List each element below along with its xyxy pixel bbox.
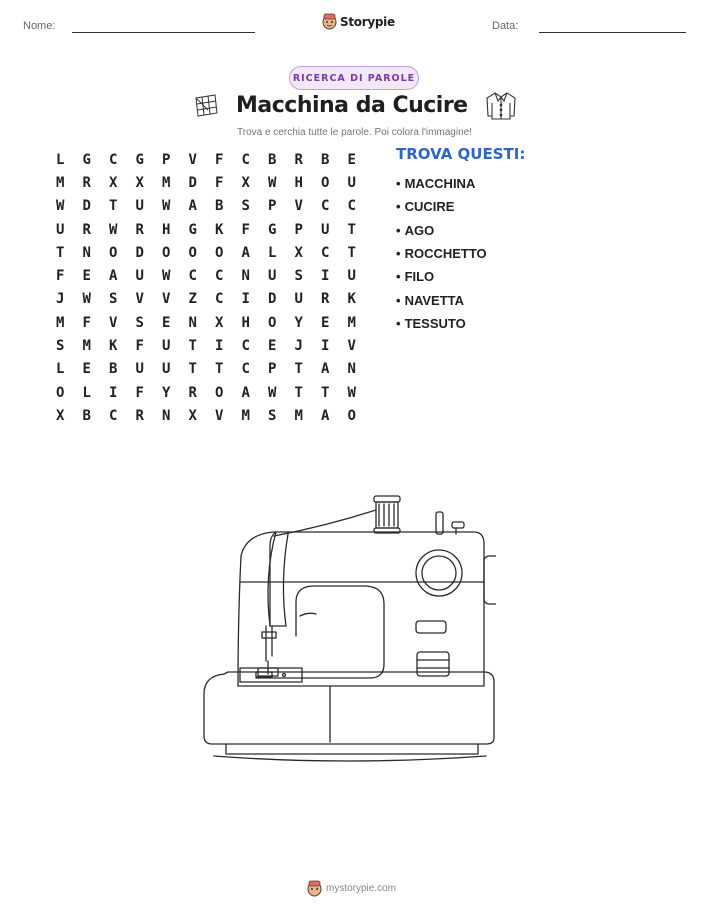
grid-row	[47, 334, 365, 357]
grid-letter[interactable]: B	[109, 361, 118, 378]
grid-letter[interactable]: I	[241, 291, 250, 308]
grid-letter[interactable]: B	[82, 407, 91, 424]
grid-letter[interactable]: V	[294, 198, 303, 215]
word-list-item	[396, 242, 487, 265]
grid-letter[interactable]: X	[241, 174, 250, 191]
mascot-icon	[307, 880, 322, 897]
grid-letter[interactable]: S	[294, 268, 303, 285]
grid-letter[interactable]: V	[188, 151, 197, 168]
grid-letter[interactable]: U	[294, 291, 303, 308]
grid-letter[interactable]: C	[241, 151, 250, 168]
grid-letter[interactable]: M	[241, 407, 250, 424]
grid-row	[47, 311, 365, 334]
grid-letter[interactable]: O	[188, 244, 197, 261]
date-label: Data:	[492, 20, 519, 32]
grid-row	[47, 404, 365, 427]
grid-row	[47, 381, 365, 404]
grid-letter[interactable]: S	[241, 198, 250, 215]
grid-letter[interactable]: R	[294, 151, 303, 168]
grid-letter[interactable]: C	[347, 198, 356, 215]
grid-letter[interactable]: Y	[294, 314, 303, 331]
grid-letter[interactable]: S	[135, 314, 144, 331]
word-list-item	[396, 265, 487, 288]
word-list-item	[396, 288, 487, 311]
grid-letter[interactable]: W	[82, 291, 91, 308]
bullet: •	[396, 292, 401, 308]
grid-letter[interactable]: O	[321, 174, 330, 191]
grid-letter[interactable]: O	[56, 384, 65, 401]
grid-letter[interactable]: G	[135, 151, 144, 168]
grid-letter[interactable]: V	[162, 291, 171, 308]
word-text: TESSUTO	[404, 315, 466, 331]
grid-letter[interactable]: I	[321, 268, 330, 285]
grid-letter[interactable]: S	[56, 338, 65, 355]
grid-letter[interactable]: U	[56, 221, 65, 238]
grid-letter[interactable]: N	[241, 268, 250, 285]
grid-letter[interactable]: I	[215, 338, 224, 355]
grid-letter[interactable]: E	[321, 314, 330, 331]
grid-letter[interactable]: M	[56, 174, 65, 191]
grid-letter[interactable]: C	[215, 291, 224, 308]
grid-letter[interactable]: G	[268, 221, 277, 238]
bullet: •	[396, 222, 401, 238]
grid-letter[interactable]: M	[294, 407, 303, 424]
grid-letter[interactable]: N	[162, 407, 171, 424]
grid-letter[interactable]: J	[56, 291, 65, 308]
grid-letter[interactable]: C	[188, 268, 197, 285]
grid-letter[interactable]: F	[56, 268, 65, 285]
word-text: MACCHINA	[404, 176, 476, 192]
grid-letter[interactable]: U	[135, 268, 144, 285]
grid-letter[interactable]: J	[294, 338, 303, 355]
grid-letter[interactable]: V	[215, 407, 224, 424]
grid-letter[interactable]: R	[188, 384, 197, 401]
grid-letter[interactable]: P	[268, 198, 277, 215]
word-list-item	[396, 312, 487, 335]
grid-letter[interactable]: X	[135, 174, 144, 191]
grid-letter[interactable]: F	[215, 174, 224, 191]
word-list	[396, 172, 487, 335]
grid-letter[interactable]: R	[321, 291, 330, 308]
footer	[307, 880, 396, 897]
grid-letter[interactable]: V	[135, 291, 144, 308]
grid-letter[interactable]: F	[82, 314, 91, 331]
instructions: Trova e cerchia tutte le parole. Poi colora l'immagine!	[237, 127, 472, 138]
grid-letter[interactable]: B	[321, 151, 330, 168]
grid-letter[interactable]: A	[321, 407, 330, 424]
grid-letter[interactable]: E	[82, 361, 91, 378]
grid-row	[47, 288, 365, 311]
grid-letter[interactable]: E	[162, 314, 171, 331]
grid-letter[interactable]: A	[241, 384, 250, 401]
grid-letter[interactable]: W	[109, 221, 118, 238]
word-text: ROCCHETTO	[404, 246, 487, 262]
grid-letter[interactable]: O	[215, 384, 224, 401]
grid-letter[interactable]: R	[82, 221, 91, 238]
grid-row	[47, 195, 365, 218]
grid-letter[interactable]: L	[82, 384, 91, 401]
grid-letter[interactable]: A	[109, 268, 118, 285]
bullet: •	[396, 269, 401, 285]
grid-letter[interactable]: D	[188, 174, 197, 191]
grid-letter[interactable]: O	[162, 244, 171, 261]
grid-letter[interactable]: K	[347, 291, 356, 308]
grid-letter[interactable]: Z	[188, 291, 197, 308]
grid-letter[interactable]: X	[109, 174, 118, 191]
grid-row	[47, 148, 365, 171]
grid-letter[interactable]: M	[82, 338, 91, 355]
grid-letter[interactable]: W	[56, 198, 65, 215]
grid-letter[interactable]: U	[162, 338, 171, 355]
brand-name: Storypie	[340, 14, 395, 29]
word-list-item	[396, 195, 487, 218]
grid-letter[interactable]: E	[268, 338, 277, 355]
grid-letter[interactable]: B	[215, 198, 224, 215]
bullet: •	[396, 176, 401, 192]
page-title: Macchina da Cucire	[236, 93, 468, 118]
grid-letter[interactable]: W	[268, 174, 277, 191]
grid-letter[interactable]: F	[215, 151, 224, 168]
word-list-heading: TROVA QUESTI:	[396, 145, 526, 163]
word-text: NAVETTA	[404, 292, 465, 308]
grid-letter[interactable]: W	[162, 198, 171, 215]
grid-letter[interactable]: C	[241, 361, 250, 378]
grid-letter[interactable]: X	[215, 314, 224, 331]
grid-letter[interactable]: T	[56, 244, 65, 261]
grid-row	[47, 241, 365, 264]
grid-letter[interactable]: R	[82, 174, 91, 191]
grid-letter[interactable]: T	[215, 361, 224, 378]
grid-letter[interactable]: U	[321, 221, 330, 238]
grid-letter[interactable]: L	[56, 151, 65, 168]
grid-letter[interactable]: F	[241, 221, 250, 238]
grid-letter[interactable]: P	[294, 221, 303, 238]
bullet: •	[396, 315, 401, 331]
grid-letter[interactable]: K	[109, 338, 118, 355]
grid-letter[interactable]: N	[347, 361, 356, 378]
grid-letter[interactable]: B	[268, 151, 277, 168]
grid-letter[interactable]: C	[241, 338, 250, 355]
grid-row	[47, 358, 365, 381]
word-search-grid[interactable]	[47, 148, 365, 428]
grid-letter[interactable]: C	[321, 198, 330, 215]
grid-letter[interactable]: O	[109, 244, 118, 261]
sewing-machine-illustration[interactable]	[196, 486, 496, 768]
grid-letter[interactable]: R	[135, 407, 144, 424]
grid-letter[interactable]: A	[321, 361, 330, 378]
footer-url[interactable]: mystorypie.com	[326, 883, 397, 894]
grid-letter[interactable]: U	[347, 268, 356, 285]
grid-letter[interactable]: W	[347, 384, 356, 401]
grid-letter[interactable]: I	[109, 384, 118, 401]
grid-letter[interactable]: O	[268, 314, 277, 331]
grid-letter[interactable]: A	[241, 244, 250, 261]
grid-letter[interactable]: V	[109, 314, 118, 331]
grid-letter[interactable]: H	[294, 174, 303, 191]
grid-letter[interactable]: T	[294, 384, 303, 401]
grid-row	[47, 218, 365, 241]
grid-letter[interactable]: N	[188, 314, 197, 331]
grid-letter[interactable]: I	[321, 338, 330, 355]
grid-letter[interactable]: L	[268, 244, 277, 261]
grid-letter[interactable]: S	[268, 407, 277, 424]
grid-letter[interactable]: T	[188, 338, 197, 355]
grid-letter[interactable]: X	[188, 407, 197, 424]
grid-letter[interactable]: D	[268, 291, 277, 308]
activity-badge: RICERCA DI PAROLE	[289, 66, 419, 90]
grid-row	[47, 264, 365, 287]
grid-letter[interactable]: D	[82, 198, 91, 215]
grid-letter[interactable]: M	[162, 174, 171, 191]
grid-letter[interactable]: G	[82, 151, 91, 168]
fabric-quilt-icon	[193, 94, 219, 118]
grid-letter[interactable]: F	[135, 384, 144, 401]
grid-letter[interactable]: T	[347, 244, 356, 261]
grid-letter[interactable]: P	[162, 151, 171, 168]
grid-letter[interactable]: L	[56, 361, 65, 378]
word-list-item	[396, 172, 487, 195]
grid-letter[interactable]: C	[109, 407, 118, 424]
grid-letter[interactable]: U	[162, 361, 171, 378]
grid-letter[interactable]: T	[109, 198, 118, 215]
date-line[interactable]	[539, 32, 686, 33]
grid-row	[47, 171, 365, 194]
grid-letter[interactable]: O	[215, 244, 224, 261]
word-list-item	[396, 219, 487, 242]
grid-letter[interactable]: G	[188, 221, 197, 238]
grid-letter[interactable]: W	[268, 384, 277, 401]
grid-letter[interactable]: P	[268, 361, 277, 378]
grid-letter[interactable]: U	[268, 268, 277, 285]
name-line[interactable]	[72, 32, 255, 33]
grid-letter[interactable]: X	[294, 244, 303, 261]
word-text: AGO	[404, 222, 435, 238]
grid-letter[interactable]: A	[188, 198, 197, 215]
bullet: •	[396, 246, 401, 262]
grid-letter[interactable]: C	[109, 151, 118, 168]
grid-letter[interactable]: C	[215, 268, 224, 285]
grid-letter[interactable]: U	[135, 361, 144, 378]
grid-letter[interactable]: D	[135, 244, 144, 261]
grid-letter[interactable]: M	[56, 314, 65, 331]
grid-letter[interactable]: T	[294, 361, 303, 378]
grid-letter[interactable]: U	[347, 174, 356, 191]
grid-letter[interactable]: U	[135, 198, 144, 215]
word-text: CUCIRE	[404, 199, 455, 215]
grid-letter[interactable]: H	[241, 314, 250, 331]
grid-letter[interactable]: S	[109, 291, 118, 308]
grid-letter[interactable]: N	[82, 244, 91, 261]
grid-letter[interactable]: F	[135, 338, 144, 355]
grid-letter[interactable]: M	[347, 314, 356, 331]
grid-letter[interactable]: R	[135, 221, 144, 238]
grid-letter[interactable]: K	[215, 221, 224, 238]
grid-letter[interactable]: E	[82, 268, 91, 285]
grid-letter[interactable]: Y	[162, 384, 171, 401]
mascot-icon	[322, 13, 337, 30]
grid-letter[interactable]: T	[347, 221, 356, 238]
grid-letter[interactable]: V	[347, 338, 356, 355]
grid-letter[interactable]: O	[347, 407, 356, 424]
shirt-icon	[484, 91, 518, 121]
grid-letter[interactable]: E	[347, 151, 356, 168]
brand-logo	[322, 13, 395, 30]
word-text: FILO	[404, 269, 435, 285]
bullet: •	[396, 199, 401, 215]
grid-letter[interactable]: H	[162, 221, 171, 238]
grid-letter[interactable]: C	[321, 244, 330, 261]
grid-letter[interactable]: W	[162, 268, 171, 285]
grid-letter[interactable]: T	[188, 361, 197, 378]
grid-letter[interactable]: X	[56, 407, 65, 424]
name-label: Nome:	[23, 20, 56, 32]
grid-letter[interactable]: T	[321, 384, 330, 401]
